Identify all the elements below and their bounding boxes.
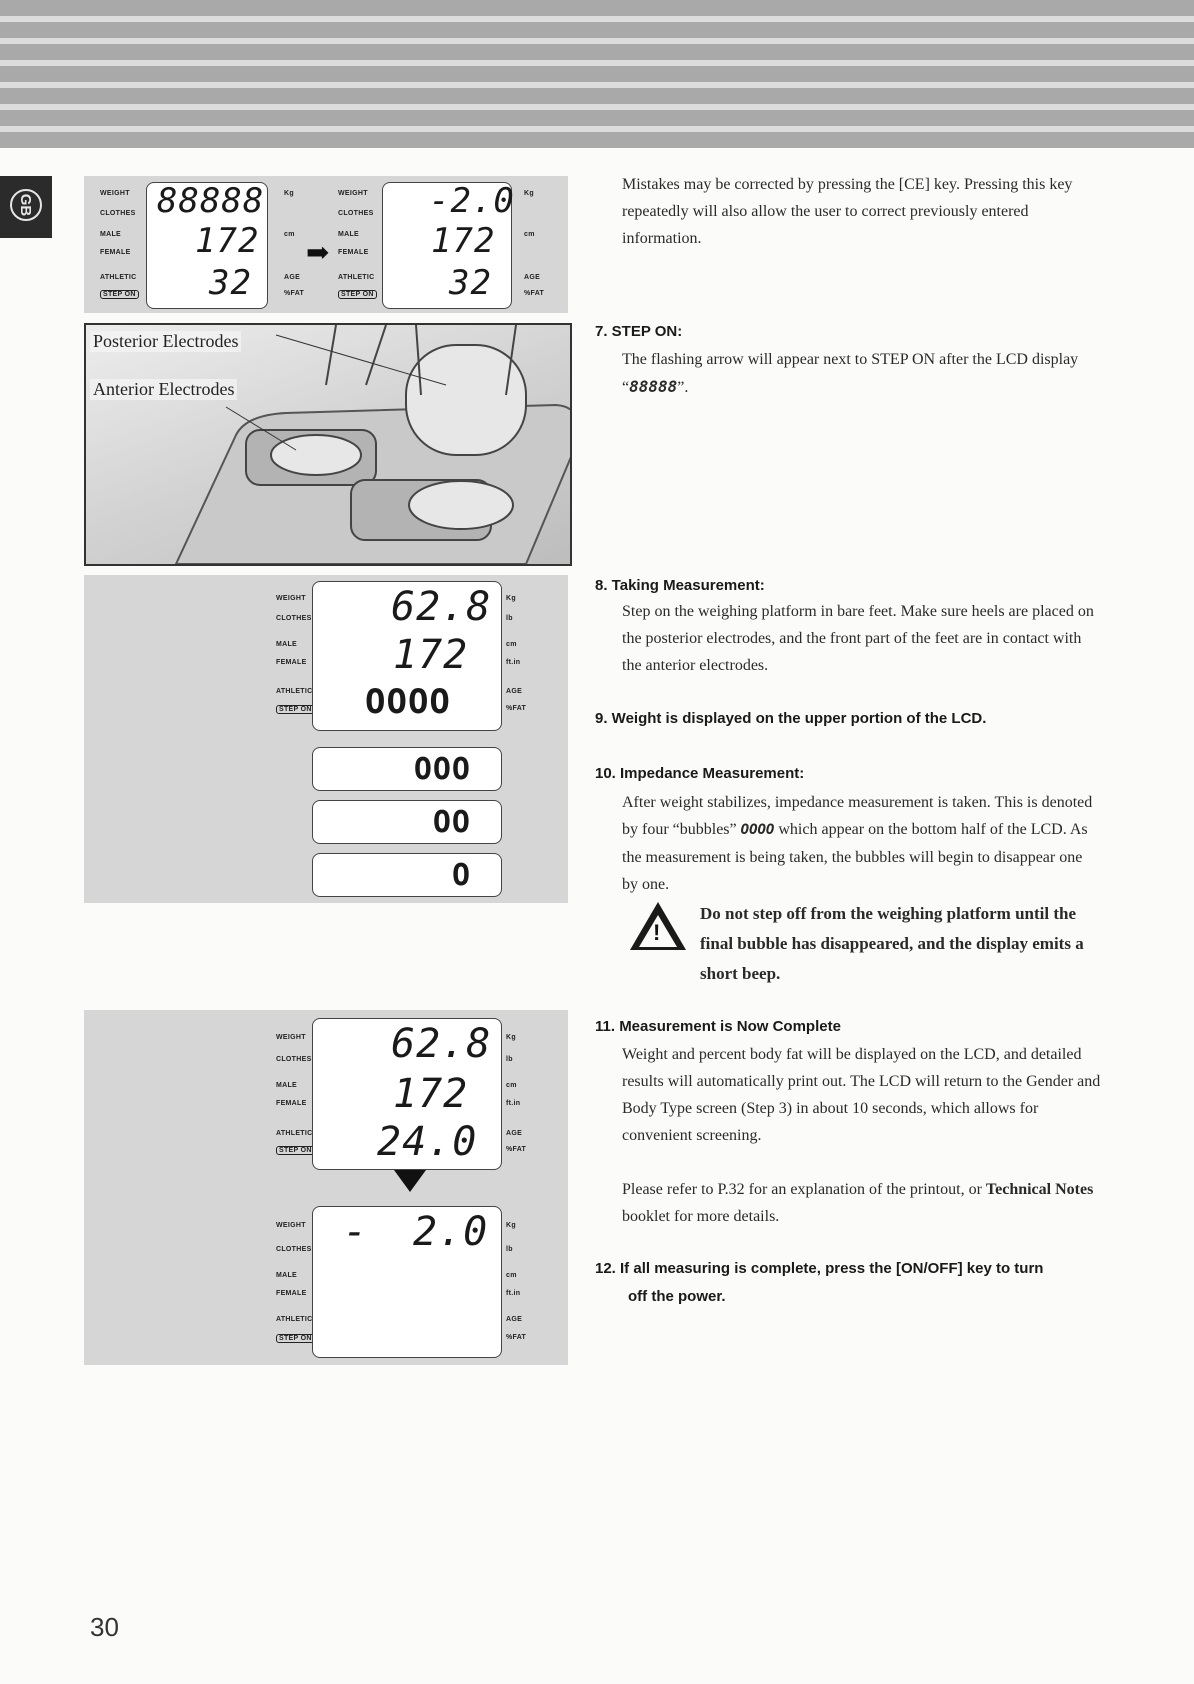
language-tab — [0, 176, 52, 238]
result-lcd — [312, 1018, 502, 1170]
m-label-female: FEMALE — [276, 659, 307, 666]
lcd-after-row2: 172 — [431, 221, 496, 261]
r-unit-age: AGE — [506, 1130, 523, 1137]
step12-title: 12. If all measuring is complete, press the [ON/OFF] key to turn — [595, 1260, 1044, 1277]
language-tab-label: GB — [10, 189, 42, 221]
r-unit-lb: lb — [506, 1056, 513, 1063]
lcd2-label-stepon: STEP ON — [338, 290, 377, 299]
top-lcd-panel — [84, 176, 568, 313]
lcd-unit-kg: Kg — [284, 190, 294, 197]
r-label-male: MALE — [276, 1082, 298, 1089]
lcd-unit-age: AGE — [284, 274, 301, 281]
f-label-stepon: STEP ON — [276, 1334, 315, 1343]
r-unit-kg: Kg — [506, 1034, 516, 1041]
f-label-female: FEMALE — [276, 1290, 307, 1297]
result-row2: 172 — [393, 1071, 469, 1117]
measure-row2: 172 — [393, 632, 469, 678]
lcd2-unit-cm: cm — [524, 231, 535, 238]
r-label-stepon: STEP ON — [276, 1146, 315, 1155]
header-band — [0, 0, 1194, 148]
r-unit-cm: cm — [506, 1082, 517, 1089]
r-label-athletic: ATHLETIC — [276, 1130, 313, 1137]
lcd-label-weight: WEIGHT — [100, 190, 130, 197]
transition-arrow-icon: ➡ — [306, 238, 330, 269]
lcd2-unit-kg: Kg — [524, 190, 534, 197]
f-unit-cm: cm — [506, 1272, 517, 1279]
f-unit-lb: lb — [506, 1246, 513, 1253]
measurement-panel — [84, 575, 568, 903]
step7-text: The flashing arrow will appear next to STEP ON after the LCD display “88888”. — [622, 351, 1079, 396]
final-lcd — [312, 1206, 502, 1358]
r-label-weight: WEIGHT — [276, 1034, 306, 1041]
f-unit-fat: %FAT — [506, 1334, 527, 1341]
lcd2-label-male: MALE — [338, 231, 360, 238]
lcd-unit-cm: cm — [284, 231, 295, 238]
m-unit-kg: Kg — [506, 595, 516, 602]
step11-text2: Please refer to P.32 for an explanation of the printout, or Technical Notes booklet for more details. — [622, 1181, 1094, 1225]
m-label-athletic: ATHLETIC — [276, 688, 313, 695]
bubbles-2: OO — [432, 805, 471, 840]
step11-title: 11. Measurement is Now Complete — [595, 1018, 841, 1035]
bubbles-3: OOO — [413, 752, 471, 787]
m-unit-ftin: ft.in — [506, 659, 521, 666]
bubbles-3-lcd — [312, 747, 502, 791]
step12-title-cont: off the power. — [628, 1288, 726, 1305]
lcd-before-row3: 32 — [209, 263, 252, 303]
m-unit-lb: lb — [506, 615, 513, 622]
r-label-female: FEMALE — [276, 1100, 307, 1107]
lcd-label-male: MALE — [100, 231, 122, 238]
step10-text: After weight stabilizes, impedance measurement is taken. This is denoted by four “bubbles” OOOO which appear on the bottom half of the LCD. As the measurement is being taken, the bubbles will begin to disappear one by one. — [622, 794, 1093, 893]
feet-on-scale-illustration — [86, 325, 570, 564]
f-unit-age: AGE — [506, 1316, 523, 1323]
step11-text: Weight and percent body fat will be displayed on the LCD, and detailed results will automatically print out. The LCD will return to the Gender and Body Type screen (Step 3) in about 10 seconds, which allows for convenient screening. — [622, 1046, 1101, 1144]
lcd2-label-athletic: ATHLETIC — [338, 274, 375, 281]
f-label-clothes: CLOTHES — [276, 1246, 312, 1253]
down-arrow-icon — [394, 1170, 426, 1192]
m-label-male: MALE — [276, 641, 298, 648]
lcd-label-female: FEMALE — [100, 249, 131, 256]
step10-warning: Do not step off from the weighing platform until the final bubble has disappeared, and the display emits a short beep. — [700, 904, 1084, 983]
result-panel — [84, 1010, 568, 1365]
f-unit-ftin: ft.in — [506, 1290, 521, 1297]
lcd2-unit-fat: %FAT — [524, 290, 545, 297]
measure-row1: 62.8 — [391, 584, 492, 630]
step7-lcd-glyphs: 88888 — [629, 377, 678, 396]
r-label-clothes: CLOTHES — [276, 1056, 312, 1063]
f-label-weight: WEIGHT — [276, 1222, 306, 1229]
m-unit-age: AGE — [506, 688, 523, 695]
step9-title: 9. Weight is displayed on the upper portion of the LCD. — [595, 710, 987, 727]
lcd-label-stepon: STEP ON — [100, 290, 139, 299]
warning-exclaim: ! — [653, 920, 661, 945]
lcd2-label-clothes: CLOTHES — [338, 210, 374, 217]
lcd2-label-female: FEMALE — [338, 249, 369, 256]
m-label-clothes: CLOTHES — [276, 615, 312, 622]
anterior-electrodes-label: Anterior Electrodes — [90, 379, 237, 400]
lcd-unit-fat: %FAT — [284, 290, 305, 297]
lcd-before-row2: 172 — [195, 221, 260, 261]
lcd-after-row1: -2.0 — [429, 181, 515, 221]
lcd2-label-weight: WEIGHT — [338, 190, 368, 197]
r-unit-fat: %FAT — [506, 1146, 527, 1153]
f-label-athletic: ATHLETIC — [276, 1316, 313, 1323]
final-row1-sign: - — [343, 1209, 369, 1255]
lcd-label-athletic: ATHLETIC — [100, 274, 137, 281]
measure-lcd — [312, 581, 502, 731]
step10-title: 10. Impedance Measurement: — [595, 765, 805, 782]
f-label-male: MALE — [276, 1272, 298, 1279]
measure-bubbles: OOOO — [365, 682, 451, 722]
f-unit-kg: Kg — [506, 1222, 516, 1229]
bubbles-1-lcd — [312, 853, 502, 897]
lcd-before-row1: 88888 — [157, 181, 265, 221]
step10-bubbles: OOOO — [740, 822, 775, 838]
technical-notes: Technical Notes — [985, 1181, 1094, 1198]
result-row1: 62.8 — [391, 1021, 492, 1067]
m-label-weight: WEIGHT — [276, 595, 306, 602]
posterior-electrodes-label: Posterior Electrodes — [90, 331, 241, 352]
step8-text: Step on the weighing platform in bare feet. Make sure heels are placed on the posterior electrodes, and the front part of the feet are in contact with the anterior electrodes. — [622, 603, 1094, 674]
lcd2-unit-age: AGE — [524, 274, 541, 281]
m-unit-cm: cm — [506, 641, 517, 648]
electrode-photo — [84, 323, 572, 566]
bubbles-2-lcd — [312, 800, 502, 844]
m-label-stepon: STEP ON — [276, 705, 315, 714]
r-unit-ftin: ft.in — [506, 1100, 521, 1107]
lcd-after-row3: 32 — [449, 263, 492, 303]
step7-title: 7. STEP ON: — [595, 323, 683, 340]
lcd-before — [146, 182, 268, 309]
lcd-label-clothes: CLOTHES — [100, 210, 136, 217]
lcd-after — [382, 181, 515, 309]
bubbles-1: O — [451, 858, 471, 893]
final-row1: 2.0 — [413, 1209, 489, 1255]
page-number: 30 — [90, 1612, 119, 1642]
result-row3: 24.0 — [377, 1119, 478, 1165]
step8-title: 8. Taking Measurement: — [595, 577, 765, 594]
m-unit-fat: %FAT — [506, 705, 527, 712]
intro-paragraph: Mistakes may be corrected by pressing the [CE] key. Pressing this key repeatedly will also allow the user to correct previously entered information. — [622, 176, 1073, 247]
